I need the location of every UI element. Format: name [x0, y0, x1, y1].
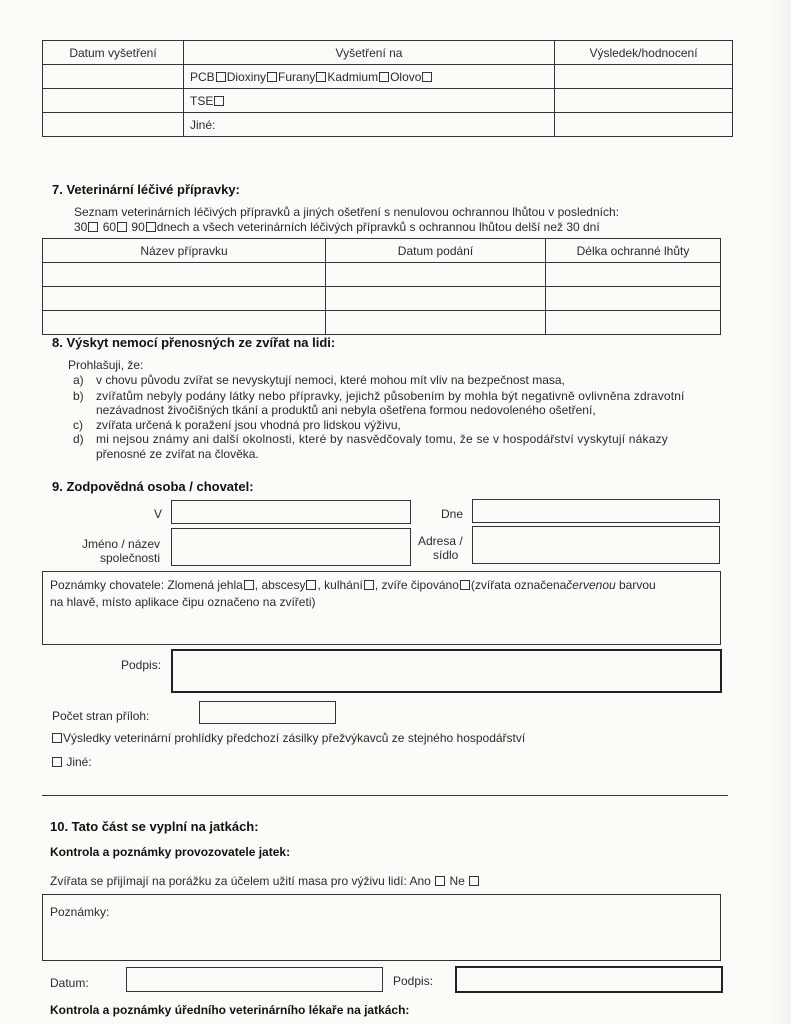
- tse-row: TSE: [184, 89, 555, 113]
- declaration-d-letter: d): [73, 432, 84, 446]
- date-field[interactable]: [472, 499, 720, 523]
- checkbox-broken-needle[interactable]: [244, 580, 254, 590]
- medicine-table: [42, 238, 721, 335]
- col-header-date: Datum vyšetření: [43, 41, 184, 65]
- medicine-cell[interactable]: [43, 311, 326, 335]
- acceptance-question: Zvířata se přijímají na porážku za účelem užití masa pro výživu lidí: Ano Ne: [50, 874, 480, 888]
- col-header-examination: Vyšetření na: [184, 41, 555, 65]
- date-given-cell[interactable]: [326, 311, 546, 335]
- operator-subtitle: Kontrola a poznámky provozovatele jatek:: [50, 845, 291, 859]
- checkbox-90[interactable]: [146, 222, 156, 232]
- declaration-d-cont: přenosné ze zvířat na člověka.: [96, 447, 259, 461]
- declaration-d: mi nejsou známy ani další okolnosti, které by nasvědčovaly tomu, že se v hospodářství vyskytují nákazy: [96, 432, 668, 446]
- examination-table: [42, 40, 733, 137]
- label-name-2: společnosti: [100, 551, 161, 565]
- checkbox-yes[interactable]: [435, 876, 445, 886]
- checkbox-lameness[interactable]: [364, 580, 374, 590]
- date-cell[interactable]: [43, 113, 184, 137]
- breeder-notes-line1: Poznámky chovatele: Zlomená jehla , abscesy , kulhání , zvíře čipováno (zvířata označenačervenou barvou: [50, 578, 656, 592]
- label-attachment-pages: Počet stran příloh:: [52, 709, 150, 723]
- declaration-b-letter: b): [73, 389, 84, 403]
- checkbox-previous-inspection[interactable]: [52, 733, 62, 743]
- checkbox-chipped[interactable]: [460, 580, 470, 590]
- scan-edge-shadow: [769, 0, 791, 1024]
- label-notes: Poznámky:: [50, 905, 110, 919]
- result-cell[interactable]: [555, 89, 733, 113]
- section-8-title: 8. Výskyt nemocí přenosných ze zvířat na lidi:: [52, 335, 336, 350]
- operator-date-field[interactable]: [126, 967, 383, 992]
- label-operator-date: Datum:: [50, 976, 89, 990]
- medicine-cell[interactable]: [43, 287, 326, 311]
- declaration-b: zvířatům nebyly podány látky nebo přípravky, jejichž působením by mohla být negativně ovlivněna zdravotní: [96, 389, 685, 403]
- checkbox-furany[interactable]: [316, 72, 326, 82]
- date-given-cell[interactable]: [326, 263, 546, 287]
- checkbox-60[interactable]: [117, 222, 127, 232]
- withdrawal-cell[interactable]: [546, 287, 721, 311]
- section-7-period-line: 30 60 90 dnech a všech veterinárních léčivých přípravků s ochrannou lhůtou delší než 30 dní: [74, 220, 600, 234]
- section-9-title: 9. Zodpovědná osoba / chovatel:: [52, 479, 254, 494]
- operator-notes-box[interactable]: [42, 894, 721, 961]
- name-field[interactable]: [171, 528, 411, 566]
- col-header-medicine: Název přípravku: [43, 239, 326, 263]
- medicine-cell[interactable]: [43, 263, 326, 287]
- label-signature: Podpis:: [121, 658, 162, 672]
- checkbox-pcb[interactable]: [216, 72, 226, 82]
- checkbox-abscesses[interactable]: [306, 580, 316, 590]
- result-cell[interactable]: [555, 65, 733, 89]
- section-divider: [42, 795, 728, 796]
- declaration-a-letter: a): [73, 373, 84, 387]
- date-cell[interactable]: [43, 89, 184, 113]
- other-attachment-row: Jiné:: [51, 755, 92, 769]
- checkbox-kadmium[interactable]: [379, 72, 389, 82]
- label-date: Dne: [441, 507, 464, 521]
- checkbox-dioxiny[interactable]: [267, 72, 277, 82]
- col-header-withdrawal: Délka ochranné lhůty: [546, 239, 721, 263]
- declaration-intro: Prohlašuji, že:: [68, 358, 144, 372]
- label-address-1: Adresa /: [418, 534, 463, 548]
- label-place: V: [154, 507, 163, 521]
- checkbox-other-attachment[interactable]: [52, 757, 62, 767]
- address-field[interactable]: [472, 526, 720, 564]
- date-given-cell[interactable]: [326, 287, 546, 311]
- other-row: Jiné:: [184, 113, 555, 137]
- checkbox-no[interactable]: [469, 876, 479, 886]
- operator-signature-field[interactable]: [455, 966, 723, 993]
- col-header-result: Výsledek/hodnocení: [555, 41, 733, 65]
- declaration-b-cont: nezávadnost živočišných tkání a produktů ani nebyla ošetřena formou nedovoleného ošetření,: [96, 403, 596, 417]
- withdrawal-cell[interactable]: [546, 311, 721, 335]
- declaration-c-letter: c): [73, 418, 83, 432]
- declaration-c: zvířata určená k poražení jsou vhodná pro lidskou výživu,: [96, 418, 401, 432]
- label-name-1: Jméno / název: [82, 537, 161, 551]
- attachment-pages-field[interactable]: [199, 701, 336, 724]
- pcb-row: PCB Dioxiny Furany Kadmium Olovo: [184, 65, 555, 89]
- signature-field[interactable]: [171, 649, 722, 693]
- section-7-text: Seznam veterinárních léčivých přípravků a jiných ošetření s nenulovou ochrannou lhůtou v posledních:: [74, 205, 619, 219]
- section-7-title: 7. Veterinární léčivé přípravky:: [52, 182, 240, 197]
- checkbox-olovo[interactable]: [422, 72, 432, 82]
- date-cell[interactable]: [43, 65, 184, 89]
- checkbox-30[interactable]: [88, 222, 98, 232]
- label-address-2: sídlo: [433, 548, 459, 562]
- label-operator-signature: Podpis:: [393, 974, 434, 988]
- breeder-notes-line2: na hlavě, místo aplikace čipu označeno na zvířeti): [50, 595, 316, 609]
- vet-subtitle: Kontrola a poznámky úředního veterinárního lékaře na jatkách:: [50, 1003, 410, 1017]
- section-10-title: 10. Tato část se vyplní na jatkách:: [50, 819, 259, 834]
- checkbox-tse[interactable]: [214, 96, 224, 106]
- previous-inspection-row: Výsledky veterinární prohlídky předchozí zásilky přežvýkavců ze stejného hospodářství: [51, 731, 525, 745]
- result-cell[interactable]: [555, 113, 733, 137]
- declaration-a: v chovu původu zvířat se nevyskytují nemoci, které mohou mít vliv na bezpečnost masa,: [96, 373, 565, 387]
- col-header-date-given: Datum podání: [326, 239, 546, 263]
- place-field[interactable]: [171, 500, 411, 524]
- withdrawal-cell[interactable]: [546, 263, 721, 287]
